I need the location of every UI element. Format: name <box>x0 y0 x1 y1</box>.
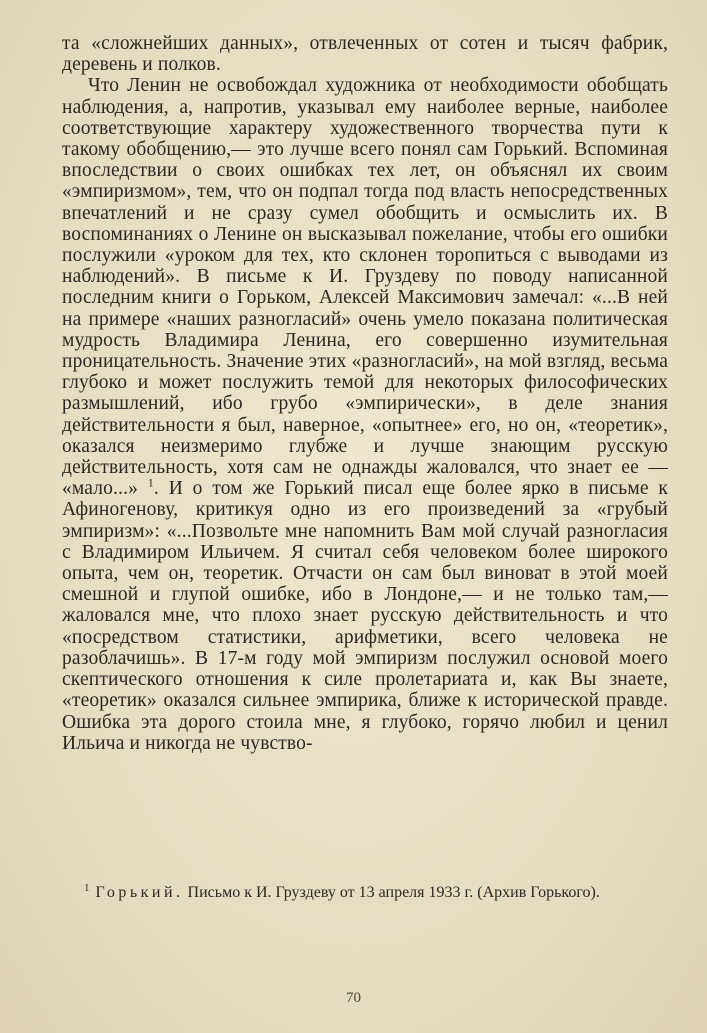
main-text <box>62 33 668 754</box>
paragraph-lenin-gorky <box>62 75 668 754</box>
footnote-reference-mark: 1 <box>147 475 154 490</box>
footnote-text: Письмо к И. Груздеву от 13 апреля 1933 г. (Архив Горького). <box>183 884 600 901</box>
footnote: 1 Горький. Письмо к И. Груздеву от 13 апреля 1933 г. (Архив Горького). <box>84 881 600 901</box>
paragraph-text: та «сложнейших данных», отвлеченных от сотен и тысяч фабрик, деревень и полков. <box>62 33 668 76</box>
footnote-author: Горький. <box>95 884 184 901</box>
paragraph-text-after-footnote: . И о том же Горький писал еще более ярко в письме к Афиногенову, критикуя одно из его произведений за «грубый эмпиризм»: «...Позвольте мне напомнить Вам мой случай разногласия с Владимиром Ильичем. Я считал себя человеком более широкого опыта, чем он, теоретик. Отчасти он сам был виноват в этой моей смешной и глупой ошибке, ибо в Лондоне,— и не только там,— жаловался мне, что плохо знает русскую действительность и что «посредством статистики, арифметики, всего человека не разоблачишь». В 17-м году мой эмпиризм послужил основой моего скептического отношения к силе пролетариата и, как Вы знаете, «теоретик» оказался сильнее эмпирика, ближе к исторической правде. Ошибка эта дорого стоила мне, я глубоко, горячо любил и ценил Ильича и никогда не чувство- <box>62 478 668 754</box>
paragraph-continuation <box>62 33 668 75</box>
page-number: 70 <box>346 990 361 1006</box>
paragraph-text-before-footnote: Что Ленин не освобождал художника от необходимости обобщать наблюдения, а, напротив, указывал ему наиболее верные, наиболее соответствующие характеру художественного творчества пути к такому обобщению,— это лучше всего понял сам Горький. Вспоминая впоследствии о своих ошибках тех лет, он объяснял их своим «эмпиризмом», тем, что он подпал тогда под власть непосредственных впечатлений и не сразу сумел обобщить и осмыслить их. В воспоминаниях о Ленине он высказывал пожелание, чтобы его ошибки послужили «уроком для тех, кто склонен торопиться с выводами из наблюдений». В письме к И. Груздеву по поводу написанной последним книги о Горьком, Алексей Максимович замечал: «...В ней на примере «наших разногласий» очень умело показана политическая мудрость Владимира Ленина, его совершенно изумительная проницательность. Значение этих «разногласий», на мой взгляд, весьма глубоко и может послужить темой для некоторых философических размышлений, ибо грубо «эмпирически», в деле знания действительности я был, наверное, «опытнее» его, но он, «теоретик», оказался неизмеримо глубже и лучше знающим русскую действительность, хотя сам не однажды жаловался, что знает ее — «мало...» <box>62 75 668 500</box>
